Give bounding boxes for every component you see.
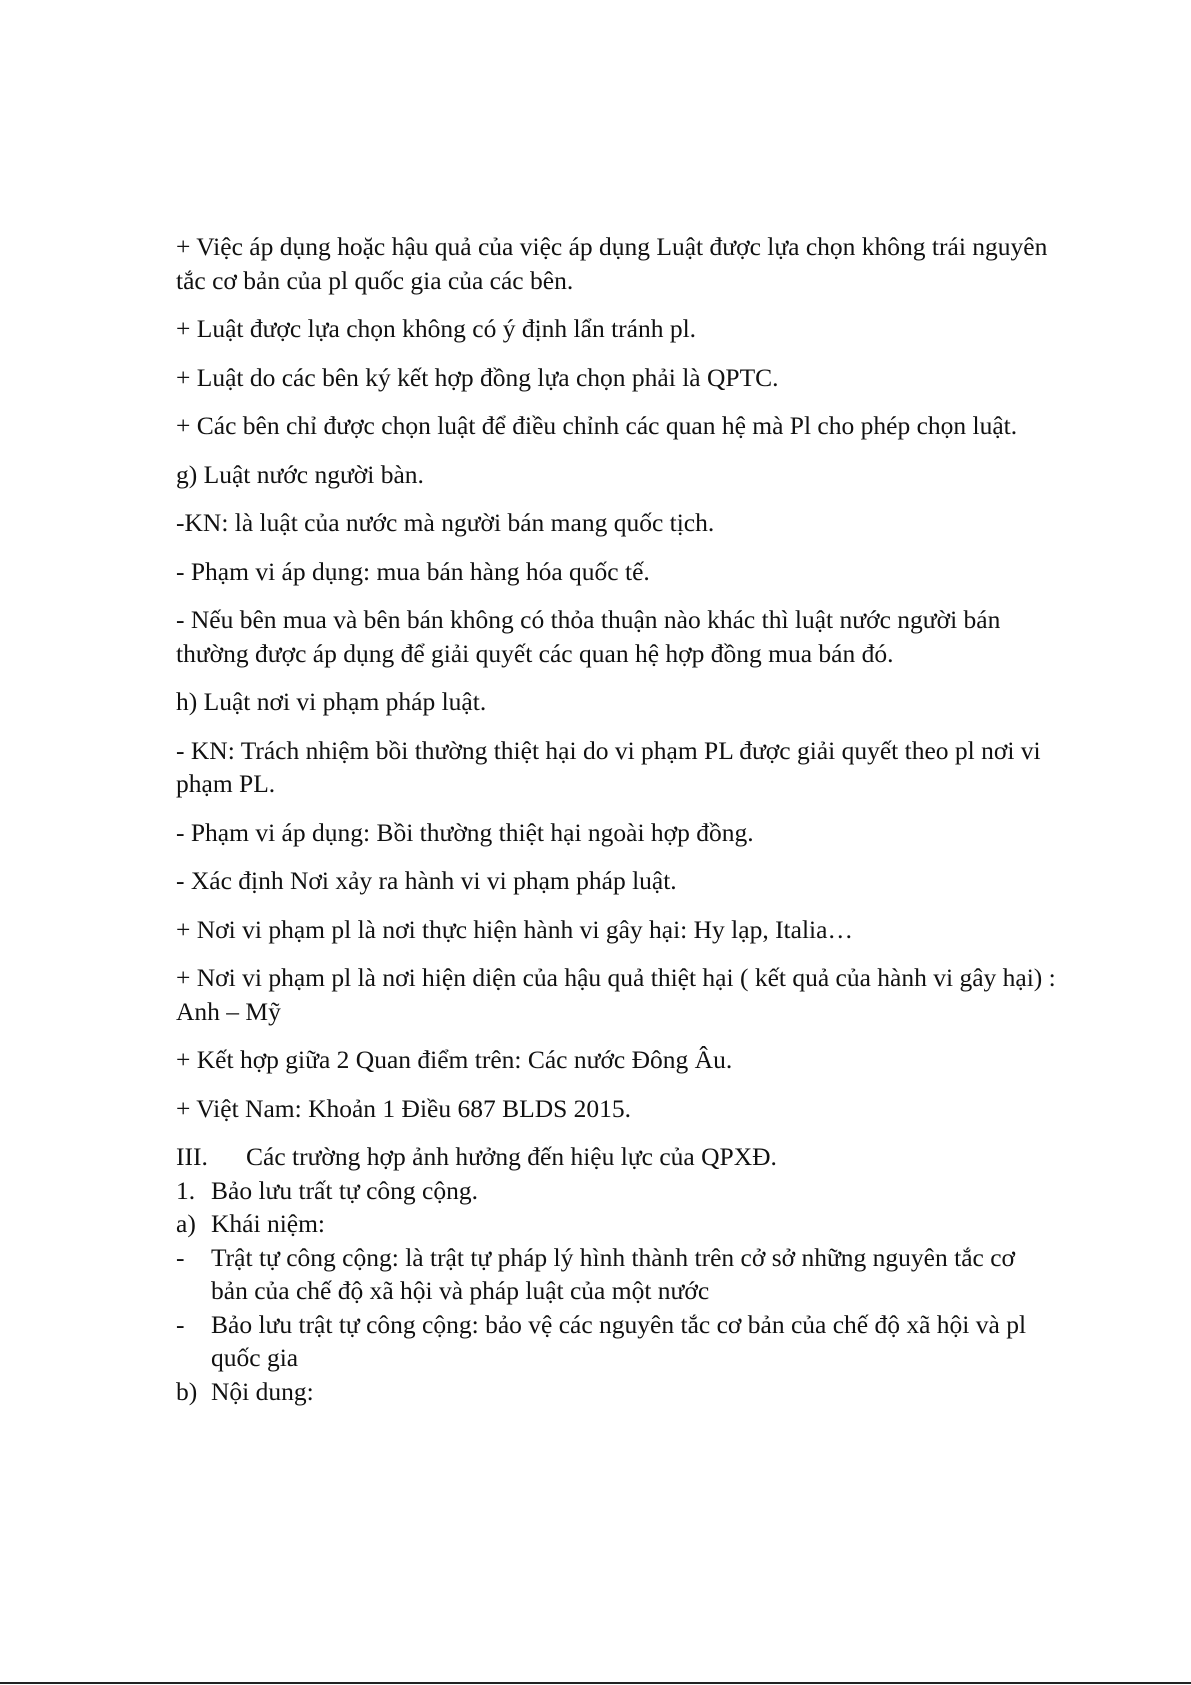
list-item <box>176 1375 1056 1409</box>
paragraph: + Nơi vi phạm pl là nơi hiện diện của hậu quả thiệt hại ( kết quả của hành vi gây hại) : Anh – Mỹ <box>176 963 1056 1026</box>
paragraph: - Xác định Nơi xảy ra hành vi vi phạm pháp luật. <box>176 866 677 895</box>
list-text: Nội dung: <box>211 1376 314 1406</box>
paragraph: + Nơi vi phạm pl là nơi thực hiện hành vi gây hại: Hy lạp, Italia… <box>176 914 853 944</box>
paragraph: + Kết hợp giữa 2 Quan điểm trên: Các nước Đông Âu. <box>176 1045 733 1074</box>
list-marker: - <box>176 1242 185 1272</box>
paragraph: + Việt Nam: Khoản 1 Điều 687 BLDS 2015. <box>176 1093 632 1123</box>
section-title: Các trường hợp ảnh hưởng đến hiệu lực của QPXĐ. <box>246 1142 777 1171</box>
paragraph: - KN: Trách nhiệm bồi thường thiệt hại do vi phạm PL được giải quyết theo pl nơi vi phạm PL. <box>176 735 1041 798</box>
heading-h: h) Luật nơi vi phạm pháp luật. <box>176 687 487 716</box>
list-item <box>176 1241 1056 1308</box>
paragraph: + Luật do các bên ký kết hợp đồng lựa chọn phải là QPTC. <box>176 362 779 392</box>
heading-g: g) Luật nước người bàn. <box>176 459 424 489</box>
list-text: Khái niệm: <box>211 1209 326 1238</box>
list-marker: 1. <box>176 1175 196 1205</box>
paragraph: - Phạm vi áp dụng: Bồi thường thiệt hại ngoài hợp đồng. <box>176 817 754 847</box>
list-item <box>176 1174 1056 1208</box>
list-item <box>176 1308 1056 1375</box>
list-text: Bảo lưu trật tự công cộng: bảo vệ các nguyên tắc cơ bản của chế độ xã hội và pl quốc gia <box>211 1309 1027 1372</box>
list-marker: b) <box>176 1376 198 1406</box>
paragraph: - Nếu bên mua và bên bán không có thỏa thuận nào khác thì luật nước người bán thường được áp dụng để giải quyết các quan hệ hợp đồng mua bán đó. <box>176 605 1001 668</box>
list-item <box>176 1207 1056 1241</box>
paragraph: + Các bên chỉ được chọn luật để điều chỉnh các quan hệ mà Pl cho phép chọn luật. <box>176 411 1018 440</box>
paragraph: + Luật được lựa chọn không có ý định lẩn tránh pl. <box>176 314 697 343</box>
section-heading <box>176 1140 1056 1174</box>
list-text: Bảo lưu trất tự công cộng. <box>211 1175 479 1205</box>
section-number: III. <box>176 1142 208 1171</box>
document-body <box>176 230 1056 1408</box>
page-bottom-rule <box>0 1682 1191 1684</box>
list-marker: - <box>176 1309 185 1339</box>
paragraph: + Việc áp dụng hoặc hậu quả của việc áp dụng Luật được lựa chọn không trái nguyên tắc cơ bản của pl quốc gia của các bên. <box>176 232 1048 295</box>
list-text: Trật tự công cộng: là trật tự pháp lý hình thành trên cở sở những nguyên tắc cơ bản của chế độ xã hội và pháp luật của một nước <box>211 1242 1016 1305</box>
paragraph: -KN: là luật của nước mà người bán mang quốc tịch. <box>176 508 715 537</box>
list-marker: a) <box>176 1209 196 1238</box>
paragraph: - Phạm vi áp dụng: mua bán hàng hóa quốc tế. <box>176 556 650 586</box>
